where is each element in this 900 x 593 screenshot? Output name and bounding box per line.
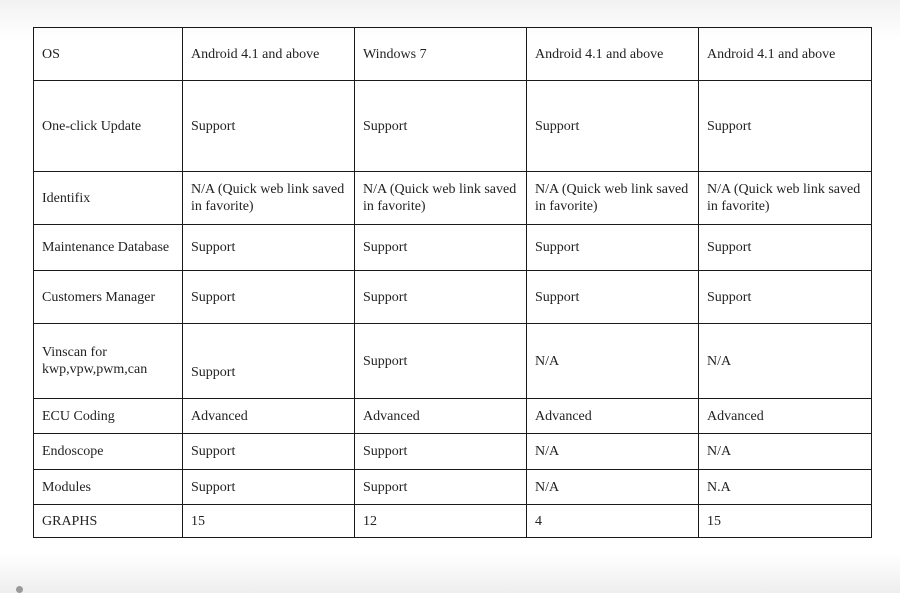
table-cell: Support <box>527 81 699 172</box>
table-row <box>34 324 872 399</box>
row-label: Endoscope <box>34 434 183 470</box>
table-cell: 4 <box>527 505 699 538</box>
table-cell: Advanced <box>699 399 872 434</box>
table-cell: N.A <box>699 470 872 505</box>
table-cell: Support <box>183 271 355 324</box>
table-cell: N/A <box>527 434 699 470</box>
table-cell: Support <box>355 81 527 172</box>
table-cell: Advanced <box>527 399 699 434</box>
table-row <box>34 225 872 271</box>
table-cell: N/A (Quick web link saved in favorite) <box>183 172 355 225</box>
table-cell: Android 4.1 and above <box>699 28 872 81</box>
table-cell: Support <box>183 324 355 399</box>
table-cell: N/A <box>527 324 699 399</box>
table-cell: Windows 7 <box>355 28 527 81</box>
table-cell: Support <box>355 225 527 271</box>
table-cell: Support <box>183 225 355 271</box>
table-cell: 15 <box>699 505 872 538</box>
table-cell: Support <box>699 271 872 324</box>
comparison-table <box>33 27 872 538</box>
table-cell: N/A (Quick web link saved in favorite) <box>527 172 699 225</box>
row-label: OS <box>34 28 183 81</box>
table-cell: Advanced <box>183 399 355 434</box>
table-row <box>34 81 872 172</box>
row-label: Vinscan for kwp,vpw,pwm,can <box>34 324 183 399</box>
table-cell: Android 4.1 and above <box>183 28 355 81</box>
table-cell: N/A (Quick web link saved in favorite) <box>355 172 527 225</box>
table-row <box>34 28 872 81</box>
table-cell: Support <box>183 81 355 172</box>
table-cell: N/A <box>527 470 699 505</box>
table-cell: Support <box>183 434 355 470</box>
table-row <box>34 399 872 434</box>
table-row <box>34 505 872 538</box>
row-label: GRAPHS <box>34 505 183 538</box>
table-cell: N/A (Quick web link saved in favorite) <box>699 172 872 225</box>
row-label: One-click Update <box>34 81 183 172</box>
table-cell: N/A <box>699 434 872 470</box>
table-cell: 12 <box>355 505 527 538</box>
table-cell: Support <box>355 434 527 470</box>
table-cell: Support <box>355 271 527 324</box>
table-row <box>34 172 872 225</box>
table-row <box>34 470 872 505</box>
table-cell: Support <box>699 81 872 172</box>
table-cell: Support <box>355 324 527 399</box>
row-label: Maintenance Database <box>34 225 183 271</box>
table-cell: Advanced <box>355 399 527 434</box>
row-label: Customers Manager <box>34 271 183 324</box>
row-label: Identifix <box>34 172 183 225</box>
table-cell: Support <box>183 470 355 505</box>
table-cell: Support <box>699 225 872 271</box>
row-label: ECU Coding <box>34 399 183 434</box>
table-row <box>34 434 872 470</box>
table-cell: Support <box>355 470 527 505</box>
table-cell: Android 4.1 and above <box>527 28 699 81</box>
corner-dot <box>16 586 23 593</box>
table-cell: 15 <box>183 505 355 538</box>
table-cell: Support <box>527 271 699 324</box>
table-row <box>34 271 872 324</box>
row-label: Modules <box>34 470 183 505</box>
table-cell: Support <box>527 225 699 271</box>
table-cell: N/A <box>699 324 872 399</box>
